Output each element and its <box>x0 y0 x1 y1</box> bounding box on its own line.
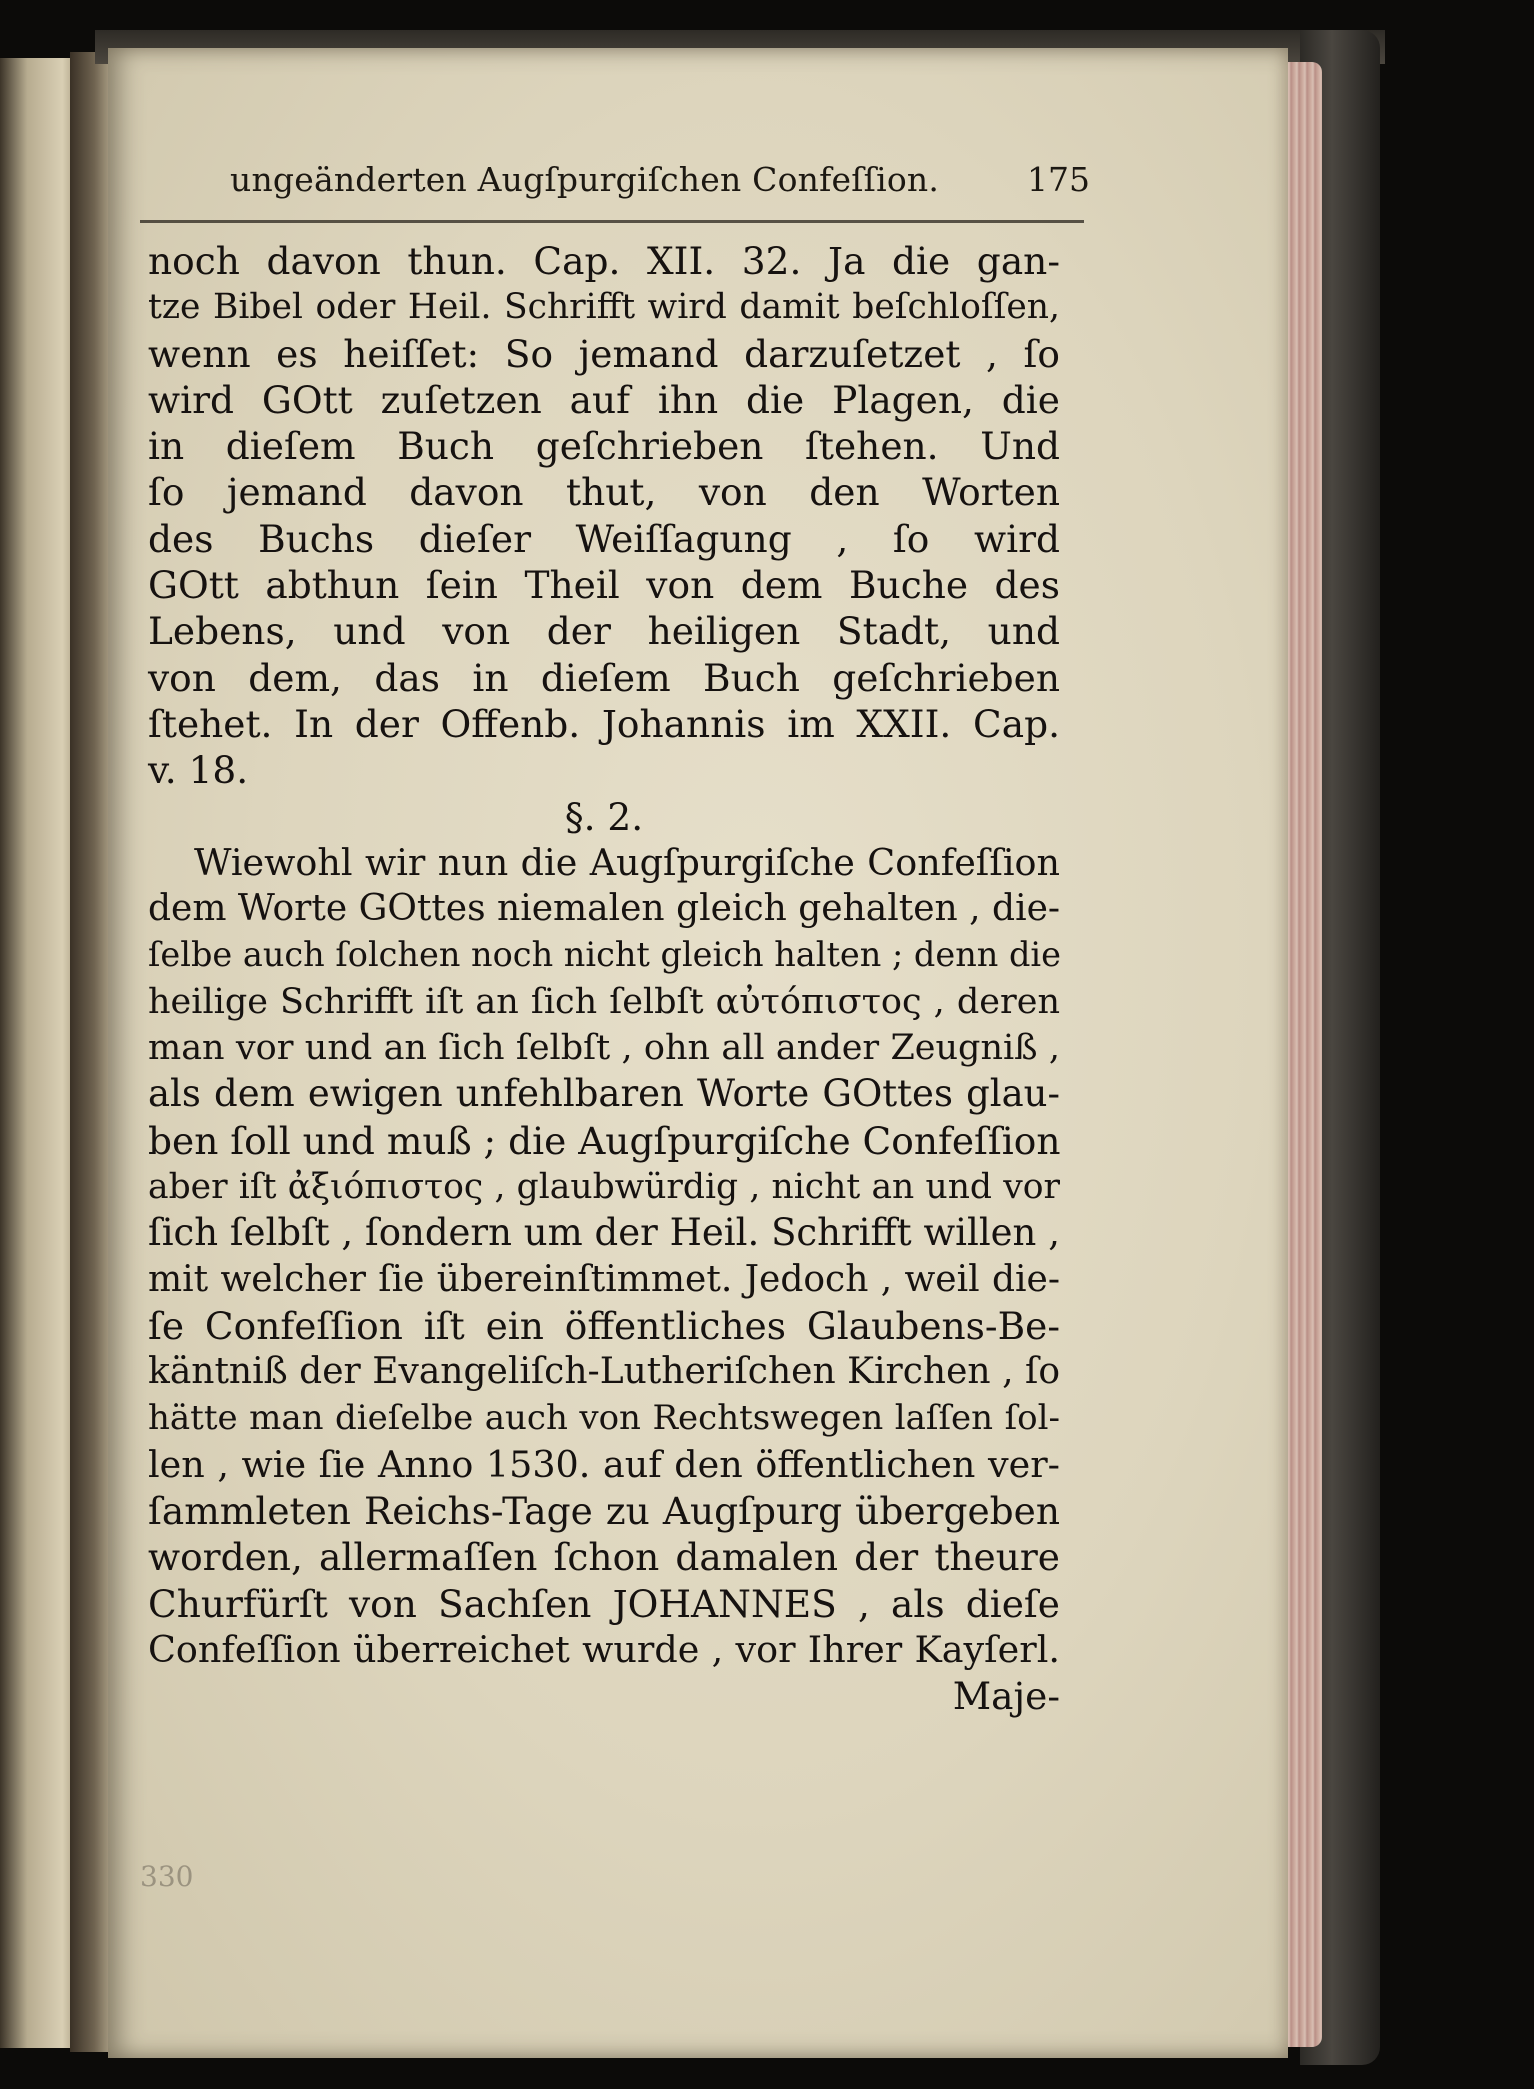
body-text <box>148 238 1060 1720</box>
text-line: in dieſem Buch geſchrieben ſtehen. Und <box>148 424 1060 469</box>
text-line: käntniß der Evangeliſch-Lutheriſchen Kirchen , ſo <box>148 1351 1060 1393</box>
header-rule <box>140 220 1084 223</box>
text-line: noch davon thun. Cap. XII. 32. Ja die gan- <box>148 239 1060 283</box>
text-line: dem Worte GOttes niemalen gleich gehalten , die- <box>148 888 1061 930</box>
text-line: aber iſt ἀξιόπιστος , glaubwürdig , nicht an und vor <box>148 1166 1060 1207</box>
text-line: len , wie ſie Anno 1530. auf den öffentlichen ver- <box>148 1442 1060 1486</box>
text-line: v. 18. <box>148 748 249 793</box>
running-title: ungeänderten Augſpurgiſchen Confeſſion. <box>230 160 940 199</box>
text-line: ſammleten Reichs-Tage zu Augſpurg übergeben <box>148 1489 1060 1534</box>
text-line: hätte man dieſelbe auch von Rechtswegen laſſen ſol- <box>148 1398 1060 1439</box>
text-line: man vor und an ſich ſelbſt , ohn all ander Zeugniß , <box>148 1028 1060 1069</box>
text-line: tze Bibel oder Heil. Schrifft wird damit beſchloſſen, <box>148 287 1060 328</box>
text-line: ſelbe auch ſolchen noch nicht gleich halten ; denn die <box>148 935 1061 975</box>
facing-page-edge <box>0 58 78 2048</box>
text-line: mit welcher ſie übereinſtimmet. Jedoch , weil die- <box>148 1258 1060 1300</box>
text-line: Lebens, und von der heiligen Stadt, und <box>148 609 1060 654</box>
text-line: wenn es heiſſet: So jemand darzuſetzet , ſo <box>148 331 1060 376</box>
catchword: Maje- <box>952 1674 1060 1719</box>
page-header <box>210 160 1090 208</box>
text-line: von dem, das in dieſem Buch geſchrieben <box>148 655 1060 700</box>
text-line: wird GOtt zuſetzen auf ihn die Plagen, die <box>148 377 1060 422</box>
text-line: ſtehet. In der Offenb. Johannis im XXII. Cap. <box>148 701 1060 746</box>
text-line: ſo jemand davon thut, von den Worten <box>148 470 1060 515</box>
text-line: worden, allermaſſen ſchon damalen der theure <box>148 1535 1060 1580</box>
text-line: als dem ewigen unfehlbaren Worte GOttes glau- <box>148 1072 1060 1116</box>
text-line: Wiewohl wir nun die Augſpurgiſche Confeſſion <box>194 840 1060 884</box>
text-line: ſich ſelbſt , ſondern um der Heil. Schrifft willen , <box>148 1211 1060 1255</box>
page-number: 175 <box>1027 160 1090 199</box>
text-line: GOtt abthun ſein Theil von dem Buche des <box>148 563 1060 608</box>
text-line: ben ſoll und muß ; die Augſpurgiſche Confeſſion <box>148 1118 1061 1163</box>
text-line: des Buchs dieſer Weiſſagung , ſo wird <box>148 516 1060 561</box>
text-line: Churfürſt von Sachſen JOHANNES , als dieſe <box>148 1581 1060 1626</box>
section-heading: §. 2. <box>564 794 644 839</box>
bleed-through-number: 330 <box>140 1860 194 1893</box>
text-line: heilige Schrifft iſt an ſich ſelbſt αὐτόπιστος , deren <box>148 981 1060 1022</box>
text-line: Confeſſion überreichet wurde , vor Ihrer Kayſerl. <box>148 1627 1060 1671</box>
text-line: ſe Confeſſion iſt ein öffentliches Glaubens-Be- <box>148 1303 1060 1348</box>
